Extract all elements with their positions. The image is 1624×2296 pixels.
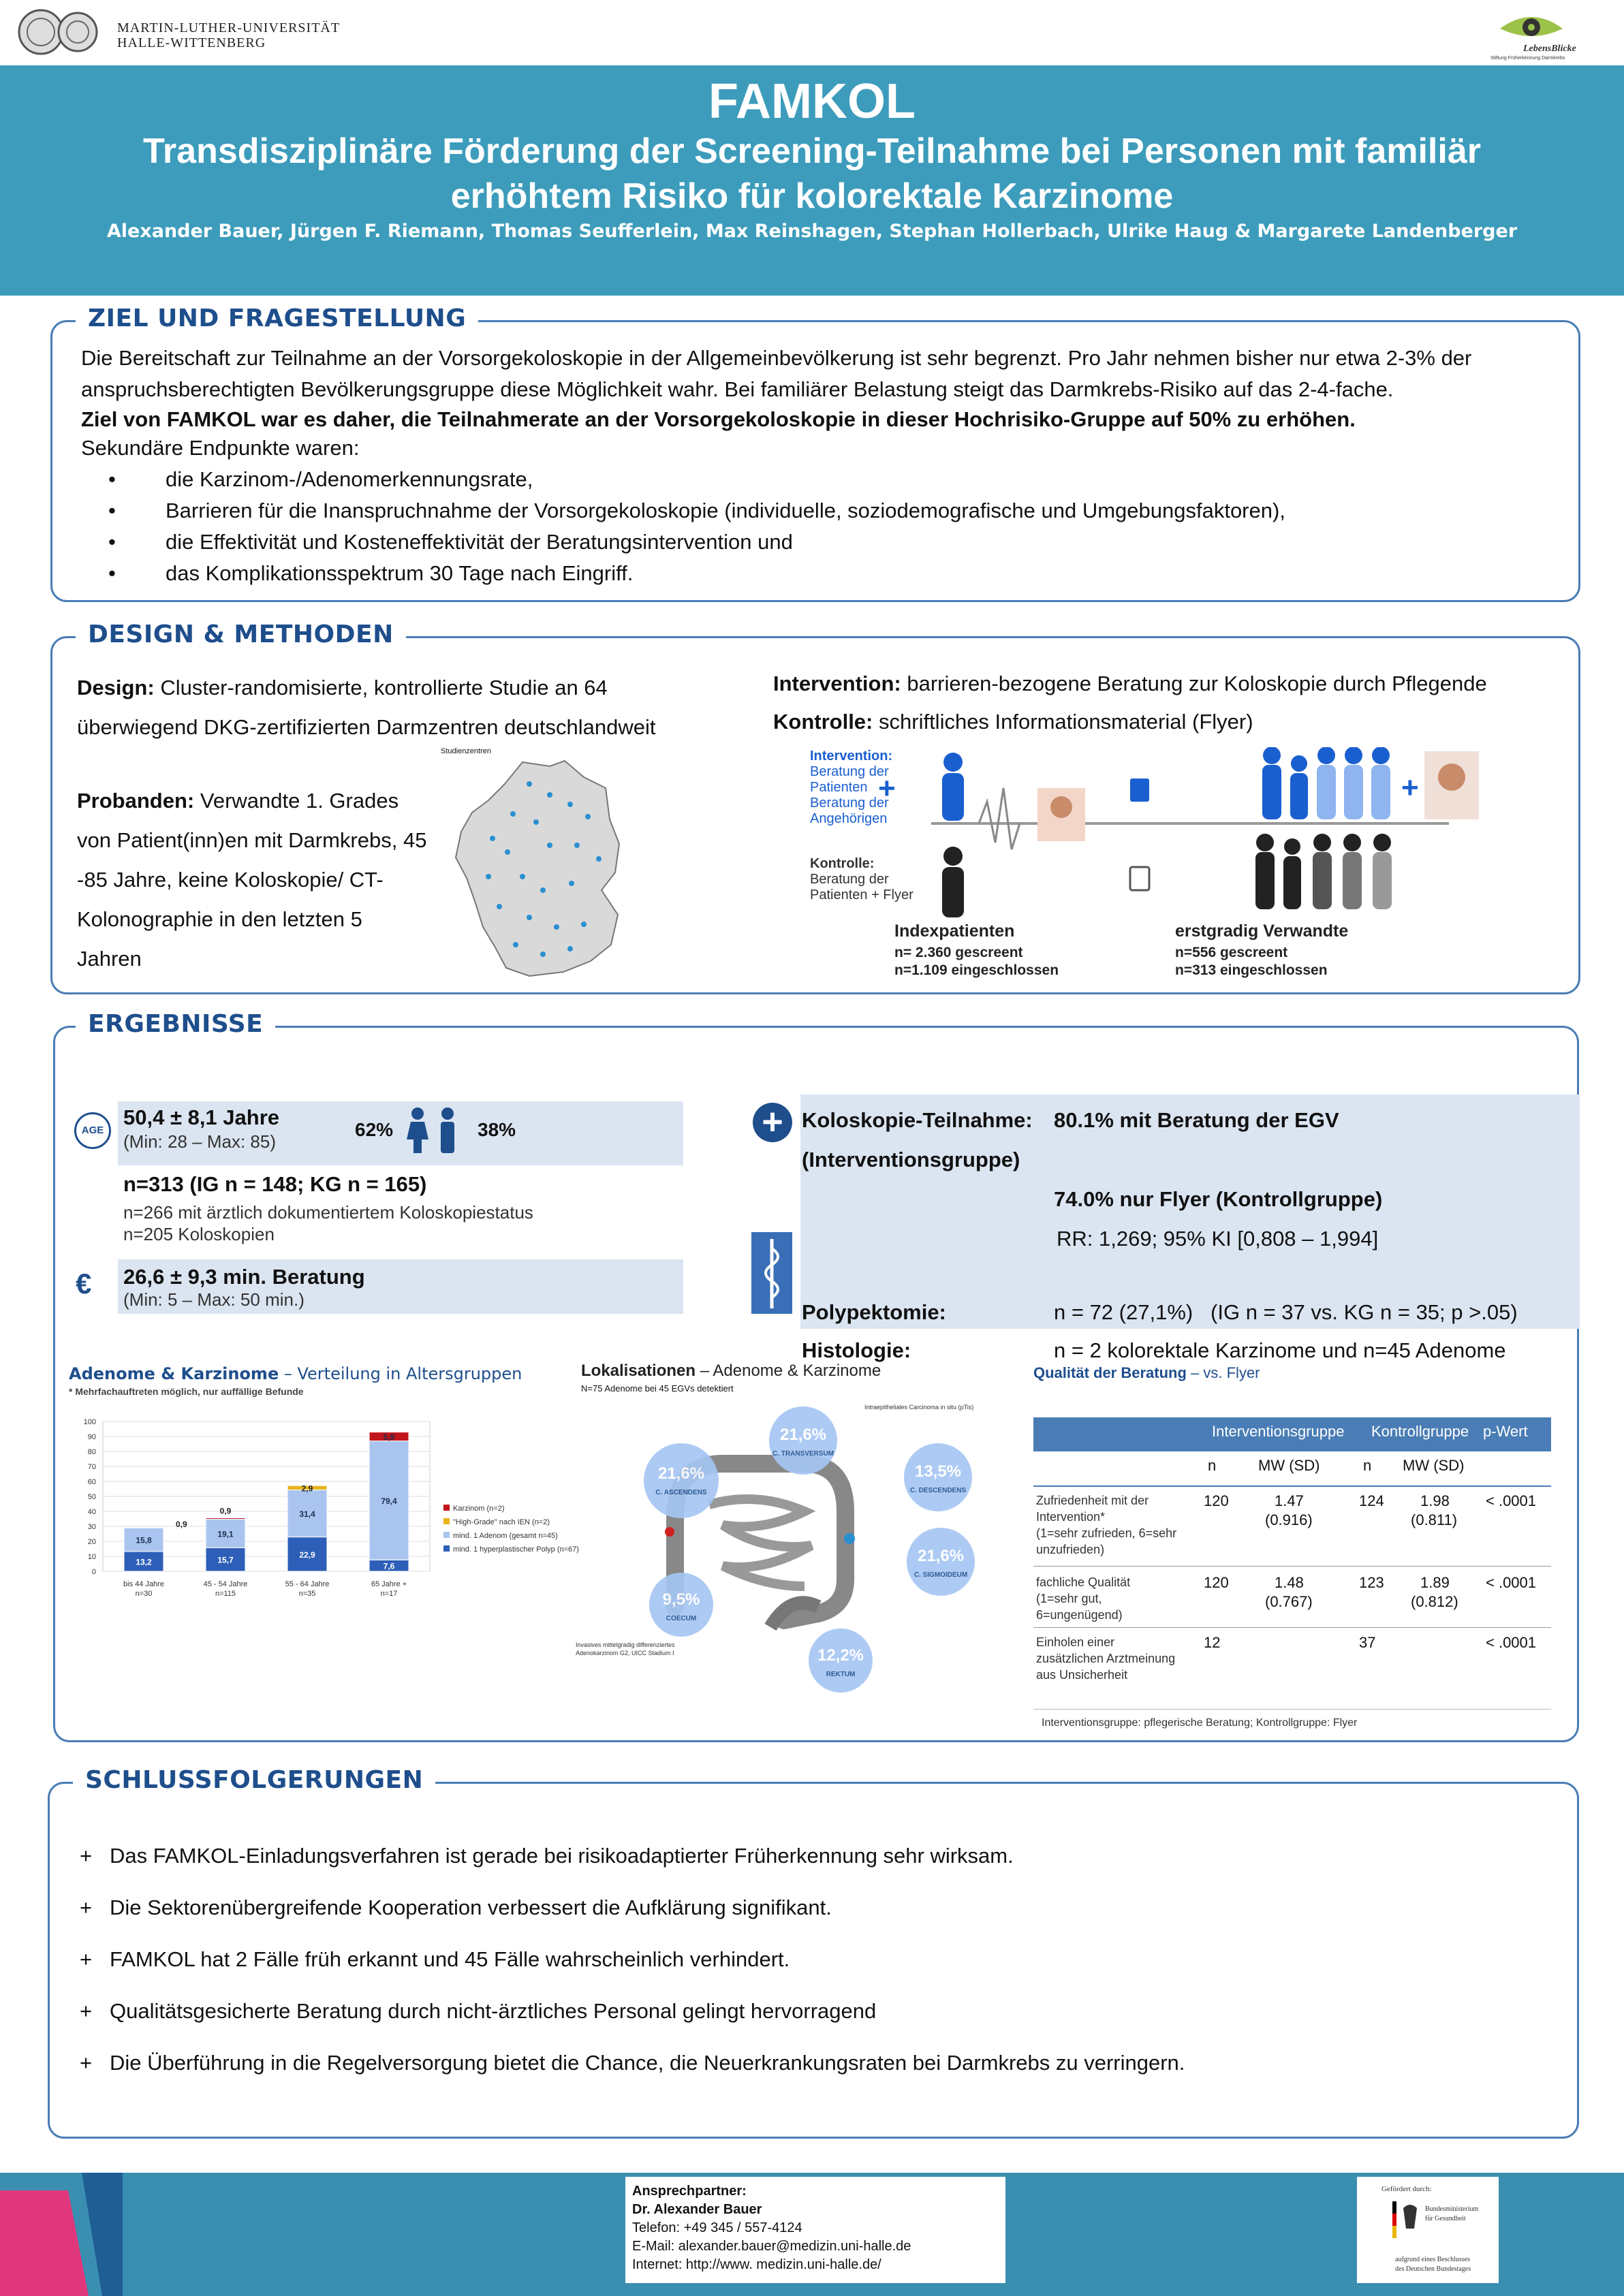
qual-sub-mw1: MW (SD) xyxy=(1258,1457,1320,1474)
data-label: 31,4 xyxy=(299,1509,315,1520)
map-label: Studienzentren xyxy=(441,747,491,755)
funder-top: Gefördert durch: xyxy=(1381,2185,1432,2193)
caduceus-icon xyxy=(751,1232,792,1314)
data-label: 79,4 xyxy=(381,1496,397,1506)
seal-icon xyxy=(18,5,98,59)
table-row-label: Einholen einer xyxy=(1036,1635,1115,1649)
nurse-photo xyxy=(1037,788,1085,841)
plus-bullet: + xyxy=(80,1947,93,1971)
funder-name1: Bundesministerium xyxy=(1425,2205,1479,2213)
index-included: n=1.109 eingeschlossen xyxy=(894,962,1059,978)
euro-icon: € xyxy=(76,1268,92,1300)
localisation-bubble xyxy=(649,1573,713,1637)
ziel-intro: Die Bereitschaft zur Teilnahme an der Vorsorgekoloskopie in der Allgemeinbevölkerung ist sehr begrenzt. Pro Jahr nehmen bisher nur etwa 2-3% der anspruchsberechtigten Bevölkerungsgruppe diese Möglichkeit wahr. Bei familiärer Belastung steigt das Darmkrebs-Risiko auf das 2-4-fache. xyxy=(81,346,1472,401)
qual-head-ig: Interventionsgruppe xyxy=(1212,1423,1345,1440)
table-cell: 1.98 xyxy=(1420,1492,1450,1509)
diagram-label: Beratung der xyxy=(810,764,889,779)
data-label: 0,9 xyxy=(176,1520,187,1530)
data-label: 7,6 xyxy=(383,1561,395,1571)
x-tick-label: n=17 xyxy=(380,1590,398,1598)
plus-bullet: + xyxy=(80,2051,93,2075)
qual-title xyxy=(1033,1364,1260,1382)
index-title: Indexpatienten xyxy=(894,922,1015,941)
contact-phone: Telefon: +49 345 / 557-4124 xyxy=(632,2220,802,2235)
poster-subtitle-2: erhöhtem Risiko für kolorektale Karzinome xyxy=(450,176,1174,216)
relatives-title: erstgradig Verwandte xyxy=(1175,922,1349,941)
logo-text: LebensBlicke xyxy=(1523,44,1576,54)
y-tick-label: 90 xyxy=(87,1433,96,1441)
polypektomie-label: Polypektomie: xyxy=(802,1300,946,1324)
table-cell: < .0001 xyxy=(1486,1574,1537,1591)
in-situ-marker xyxy=(844,1533,855,1544)
eye-logo-icon xyxy=(1490,8,1572,45)
conclusion-text: Das FAMKOL-Einladungsverfahren ist gerade bei risikoadaptierter Früherkennung sehr wirksam. xyxy=(110,1844,1014,1868)
design-label: Design: xyxy=(77,676,155,699)
probanden-line1 xyxy=(77,785,399,817)
age-distribution-chart xyxy=(55,1401,600,1605)
conclusion-item xyxy=(80,1999,877,2024)
x-tick-label: 65 Jahre + xyxy=(371,1580,407,1588)
control-person-icon xyxy=(942,847,964,917)
qual-head-p: p-Wert xyxy=(1483,1423,1528,1440)
funder-bottom1: aufgrund eines Beschlusses xyxy=(1395,2256,1470,2263)
contact-name: Dr. Alexander Bauer xyxy=(632,2202,762,2217)
design-line1 xyxy=(77,672,608,704)
legend-swatch xyxy=(443,1505,450,1511)
beratung-range: (Min: 5 – Max: 50 min.) xyxy=(123,1289,304,1310)
poster-title: FAMKOL xyxy=(708,74,916,129)
table-row-label: aus Unsicherheit xyxy=(1036,1668,1128,1682)
localisation-bubble xyxy=(904,1443,972,1511)
conclusion-item xyxy=(80,1896,832,1920)
legend-label: mind. 1 hyperplastischer Polyp (n=67) xyxy=(453,1545,579,1554)
y-tick-label: 70 xyxy=(87,1463,96,1471)
table-row-label: Zufriedenheit mit der xyxy=(1036,1494,1149,1507)
svg-text:+: + xyxy=(1401,771,1419,804)
table-cell: 120 xyxy=(1204,1574,1229,1591)
funder-box xyxy=(1357,2177,1499,2283)
contact-title: Ansprechpartner: xyxy=(632,2184,747,2199)
table-row-label: unzufrieden) xyxy=(1036,1543,1105,1556)
koloskopie-label2: (Interventionsgruppe) xyxy=(802,1148,1020,1171)
qual-rule xyxy=(1033,1709,1551,1710)
x-tick-label: n=30 xyxy=(135,1590,153,1598)
legend-swatch xyxy=(443,1518,450,1524)
data-label: 13,2 xyxy=(136,1557,152,1567)
koloskopie-value2: 74.0% nur Flyer (Kontrollgruppe) xyxy=(1054,1187,1383,1211)
bubble-pct: 21,6% xyxy=(657,1464,705,1483)
y-tick-label: 100 xyxy=(83,1418,96,1426)
data-label: 15,7 xyxy=(217,1555,234,1565)
list-item: • die Effektivität und Kosteneffektivität der Beratungsintervention und xyxy=(81,526,1546,558)
table-cell: 124 xyxy=(1359,1492,1384,1509)
table-row-label: (1=sehr zufrieden, 6=sehr xyxy=(1036,1526,1177,1540)
table-cell: 120 xyxy=(1204,1492,1229,1509)
gender-icon xyxy=(403,1107,464,1154)
medical-plus-icon: + xyxy=(753,1103,792,1142)
table-cell: < .0001 xyxy=(1486,1634,1537,1651)
n-sub2: n=205 Koloskopien xyxy=(123,1224,275,1244)
contact-box xyxy=(625,2177,1005,2283)
design-text: Cluster-randomisierte, kontrollierte Studie an 64 xyxy=(160,676,608,699)
ziel-secondary-label: Sekundäre Endpunkte waren: xyxy=(81,436,360,460)
lebensblicke-logo xyxy=(1490,8,1576,63)
qual-title-sub: – vs. Flyer xyxy=(1191,1364,1260,1381)
x-tick-label: 45 - 54 Jahre xyxy=(203,1580,248,1588)
contact-web[interactable]: Internet: http://www. medizin.uni-halle.de/ xyxy=(632,2257,881,2272)
legend-label: mind. 1 Adenom (gesamt n=45) xyxy=(453,1532,558,1540)
bubble-label: COECUM xyxy=(666,1615,697,1623)
x-tick-label: n=35 xyxy=(298,1590,316,1598)
data-label: 0,9 xyxy=(219,1506,232,1516)
logo-subtext: Stiftung Früherkennung Darmkrebs xyxy=(1490,56,1565,61)
table-cell: < .0001 xyxy=(1486,1492,1537,1509)
poster-authors: Alexander Bauer, Jürgen F. Riemann, Thomas Seufferlein, Max Reinshagen, Stephan Hollerbach, Ulrike Haug & Margarete Landenberger xyxy=(106,221,1518,242)
index-screened: n= 2.360 gescreent xyxy=(894,945,1023,960)
chart-title-main: Adenome & Karzinome xyxy=(69,1364,279,1383)
bubble-pct: 21,6% xyxy=(917,1547,965,1565)
qual-sub-n1: n xyxy=(1208,1457,1217,1474)
diagram-label: Angehörigen xyxy=(810,811,888,826)
data-label: 19,1 xyxy=(217,1529,234,1539)
diagram-label: Patienten xyxy=(810,780,868,795)
ergebnisse-title: ERGEBNISSE xyxy=(76,1010,275,1038)
n-main: n=313 (IG n = 148; KG n = 165) xyxy=(123,1172,427,1196)
legend-swatch xyxy=(443,1532,450,1538)
age-range: (Min: 28 – Max: 85) xyxy=(123,1131,276,1152)
histologie-label: Histologie: xyxy=(802,1338,911,1362)
intervention-label: Intervention: xyxy=(773,672,901,695)
table-cell: (0.916) xyxy=(1265,1511,1313,1528)
table-cell: 37 xyxy=(1359,1634,1376,1651)
ziel-title: ZIEL UND FRAGESTELLUNG xyxy=(76,304,478,332)
design-title: DESIGN & METHODEN xyxy=(76,620,406,648)
clipboard-icon xyxy=(1130,867,1149,890)
data-label: 22,9 xyxy=(299,1550,315,1560)
y-tick-label: 30 xyxy=(87,1523,96,1531)
x-tick-label: n=115 xyxy=(215,1590,236,1598)
localisation-bubble xyxy=(907,1528,975,1596)
qual-head-kg: Kontrollgruppe xyxy=(1371,1423,1469,1440)
relatives-included: n=313 eingeschlossen xyxy=(1175,962,1328,978)
ziel-goal: Ziel von FAMKOL war es daher, die Teilnahmerate an der Vorsorgekoloskopie in dieser Hochrisiko-Gruppe auf 50% zu erhöhen. xyxy=(81,407,1356,431)
diagram-label: Kontrolle: xyxy=(810,856,875,871)
qual-rule xyxy=(1033,1485,1551,1487)
lok-insitu-note: Intraepitheliales Carcinoma in situ (pTis) xyxy=(864,1404,974,1411)
table-cell: 1.89 xyxy=(1420,1574,1450,1591)
table-row-label: zusätzlichen Arztmeinung xyxy=(1036,1652,1176,1665)
qual-sub-mw2: MW (SD) xyxy=(1403,1457,1465,1474)
funder-bottom2: des Deutschen Bundestages xyxy=(1395,2265,1471,2273)
y-tick-label: 20 xyxy=(87,1538,96,1546)
qual-rule xyxy=(1033,1566,1551,1567)
conclusion-item xyxy=(80,2051,1185,2075)
plus-bullet: + xyxy=(80,1999,93,2023)
koloskopie-rr: RR: 1,269; 95% KI [0,808 – 1,994] xyxy=(1057,1227,1379,1251)
plus-bullet: + xyxy=(80,1896,93,1919)
bar-segment xyxy=(206,1517,245,1519)
lok-subtitle: N=75 Adenome bei 45 EGVs detektiert xyxy=(581,1383,734,1394)
ergebnisse-section xyxy=(53,1010,1579,1742)
y-tick-label: 0 xyxy=(91,1568,96,1576)
probanden-text: Verwandte 1. Grades xyxy=(200,789,399,813)
localisation-bubble xyxy=(644,1443,719,1518)
lok-title-main: Lokalisationen xyxy=(581,1362,696,1380)
probanden-line3: -85 Jahre, keine Koloskopie/ CT- xyxy=(77,868,384,892)
plus-bullet: + xyxy=(80,1844,93,1868)
conclusion-text: Die Überführung in die Regelversorgung bietet die Chance, die Neuerkrankungsraten bei Darmkrebs zu verringern. xyxy=(110,2051,1185,2075)
design-line2: überwiegend DKG-zertifizierten Darmzentren deutschlandweit xyxy=(77,715,656,739)
table-cell: (0.812) xyxy=(1411,1593,1458,1610)
table-cell: 1.47 xyxy=(1275,1492,1304,1509)
conclusion-item xyxy=(80,1844,1014,1868)
contact-email[interactable]: E-Mail: alexander.bauer@medizin.uni-halle.de xyxy=(632,2239,911,2254)
list-item: • die Karzinom-/Adenomerkennungsrate, xyxy=(81,464,1546,495)
y-tick-label: 40 xyxy=(87,1508,96,1516)
intervention-text: barrieren-bezogene Beratung zur Koloskopie durch Pflegende xyxy=(907,672,1487,695)
y-tick-label: 50 xyxy=(87,1493,96,1501)
bubble-label: C. SIGMOIDEUM xyxy=(914,1571,968,1579)
conclusion-item xyxy=(80,1947,790,1972)
study-design-diagram xyxy=(931,747,1531,931)
relatives-screened: n=556 gescreent xyxy=(1175,945,1288,960)
table-cell: (0.767) xyxy=(1265,1593,1313,1610)
age-icon: AGE xyxy=(74,1112,111,1149)
qual-rule xyxy=(1033,1627,1551,1628)
conclusion-text: Die Sektorenübergreifende Kooperation verbessert die Aufklärung signifikant. xyxy=(110,1896,832,1919)
funder-name2: für Gesundheit xyxy=(1425,2215,1466,2222)
table-cell: 12 xyxy=(1204,1634,1221,1651)
relatives-group-icon xyxy=(1262,747,1390,819)
diagram-label: Patienten + Flyer xyxy=(810,887,914,902)
table-row-label: fachliche Qualität xyxy=(1036,1575,1131,1589)
ziel-bullets xyxy=(81,464,1546,589)
chart-title-sub: – Verteilung in Altersgruppen xyxy=(283,1364,522,1383)
university-name-2: HALLE-WITTENBERG xyxy=(117,35,266,50)
y-tick-label: 60 xyxy=(87,1478,96,1486)
bubble-pct: 13,5% xyxy=(914,1462,962,1481)
nurse-photo-2 xyxy=(1424,751,1479,819)
probanden-label: Probanden: xyxy=(77,789,195,813)
qual-footnote: Interventionsgruppe: pflegerische Beratung; Kontrollgruppe: Flyer xyxy=(1042,1717,1358,1729)
data-label: 15,8 xyxy=(136,1535,152,1545)
localisation-bubble xyxy=(769,1406,837,1475)
list-item: • Barrieren für die Inanspruchnahme der Vorsorgekoloskopie (individuelle, soziodemografische und Umgebungsfaktoren), xyxy=(81,495,1546,526)
conclusion-text: Qualitätsgesicherte Beratung durch nicht-ärztliches Personal gelingt hervorragend xyxy=(110,1999,877,2023)
germany-map xyxy=(448,757,631,981)
data-label: 5,9 xyxy=(383,1432,395,1443)
patient-person-icon xyxy=(942,753,964,821)
conclusion-text: FAMKOL hat 2 Fälle früh erkannt und 45 Fälle wahrscheinlich verhindert. xyxy=(110,1947,790,1971)
histologie-value: n = 2 kolorektale Karzinome und n=45 Adenome xyxy=(1054,1338,1506,1362)
university-name-1: MARTIN-LUTHER-UNIVERSITÄT xyxy=(117,20,341,35)
clipboard-icon xyxy=(1130,779,1149,802)
table-cell: 123 xyxy=(1359,1574,1384,1591)
qual-title-main: Qualität der Beratung xyxy=(1033,1364,1187,1381)
polypektomie-value: n = 72 (27,1%) (IG n = 37 vs. KG n = 35; p >.05) xyxy=(1054,1300,1518,1324)
lok-invasiv-note: Invasives mittelgradig differenziertes Adenokarzinom G2, UICC Stadium I xyxy=(576,1641,675,1656)
diagram-label: Beratung der xyxy=(810,872,889,887)
table-cell: 1.48 xyxy=(1275,1574,1304,1591)
bubble-label: C. DESCENDENS xyxy=(909,1487,967,1494)
list-item: • das Komplikationsspektrum 30 Tage nach Eingriff. xyxy=(81,558,1546,589)
x-tick-label: bis 44 Jahre xyxy=(123,1580,164,1588)
ziel-section xyxy=(50,304,1580,602)
localisation-bubble xyxy=(809,1629,873,1693)
intervention-line xyxy=(773,668,1487,699)
kontrolle-label: Kontrolle: xyxy=(773,710,873,734)
bubble-pct: 9,5% xyxy=(662,1590,700,1609)
koloskopie-value1: 80.1% mit Beratung der EGV xyxy=(1054,1108,1339,1132)
diagram-label: Beratung der xyxy=(810,796,889,811)
table-row-label: 6=ungenügend) xyxy=(1036,1608,1123,1622)
lok-title-sub: – Adenome & Karzinome xyxy=(700,1362,881,1380)
age-main: 50,4 ± 8,1 Jahre xyxy=(123,1105,280,1129)
qual-sub-n2: n xyxy=(1363,1457,1372,1474)
table-row-label: Intervention* xyxy=(1036,1510,1106,1524)
diagram-label: Intervention: xyxy=(810,749,893,764)
female-pct: 62% xyxy=(355,1119,394,1140)
probanden-line5: Jahren xyxy=(77,947,142,971)
legend-label: Karzinom (n=2) xyxy=(453,1505,505,1513)
university-seal xyxy=(18,5,98,59)
beratung-main: 26,6 ± 9,3 min. Beratung xyxy=(123,1265,365,1289)
table-row-label: (1=sehr gut, xyxy=(1036,1592,1102,1605)
bubble-label: C. TRANSVERSUM xyxy=(772,1450,834,1458)
lok-title xyxy=(581,1362,881,1381)
schluss-title: SCHLUSSFOLGERUNGEN xyxy=(73,1766,435,1794)
legend-label: "High-Grade" nach IEN (n=2) xyxy=(453,1518,550,1526)
diagram-kontrolle-labels xyxy=(810,856,914,903)
bubble-label: C. ASCENDENS xyxy=(655,1488,707,1496)
y-tick-label: 10 xyxy=(87,1553,96,1561)
chart-title xyxy=(69,1364,522,1383)
table-cell: (0.811) xyxy=(1411,1511,1458,1528)
design-section xyxy=(50,620,1580,994)
male-pct: 38% xyxy=(478,1119,516,1140)
bubble-pct: 21,6% xyxy=(779,1426,827,1444)
poster-subtitle-1: Transdisziplinäre Förderung der Screening-Teilnahme bei Personen mit familiär xyxy=(143,131,1481,171)
x-tick-label: 55 - 64 Jahre xyxy=(285,1580,330,1588)
plus-icon: + xyxy=(878,772,896,805)
n-sub1: n=266 mit ärztlich dokumentiertem Koloskopiestatus xyxy=(123,1202,533,1223)
federal-eagle-icon xyxy=(1392,2201,1420,2242)
legend-swatch xyxy=(443,1545,450,1552)
data-label: 2,9 xyxy=(301,1483,313,1494)
bubble-pct: 12,2% xyxy=(817,1646,864,1665)
kontrolle-text: schriftliches Informationsmaterial (Flyer) xyxy=(879,710,1253,734)
footer-accent xyxy=(0,2173,129,2296)
kontrolle-line xyxy=(773,706,1253,738)
control-relatives-icon xyxy=(1255,834,1392,909)
bubble-label: REKTUM xyxy=(826,1671,856,1679)
chart-subtitle: * Mehrfachauftreten möglich, nur auffällige Befunde xyxy=(69,1386,304,1397)
y-tick-label: 80 xyxy=(87,1448,96,1456)
probanden-line2: von Patient(inn)en mit Darmkrebs, 45 xyxy=(77,828,427,852)
schluss-section xyxy=(48,1766,1579,2139)
karzinom-marker xyxy=(665,1527,674,1537)
koloskopie-label: Koloskopie-Teilnahme: xyxy=(802,1108,1033,1132)
probanden-line4: Kolonographie in den letzten 5 xyxy=(77,907,362,931)
